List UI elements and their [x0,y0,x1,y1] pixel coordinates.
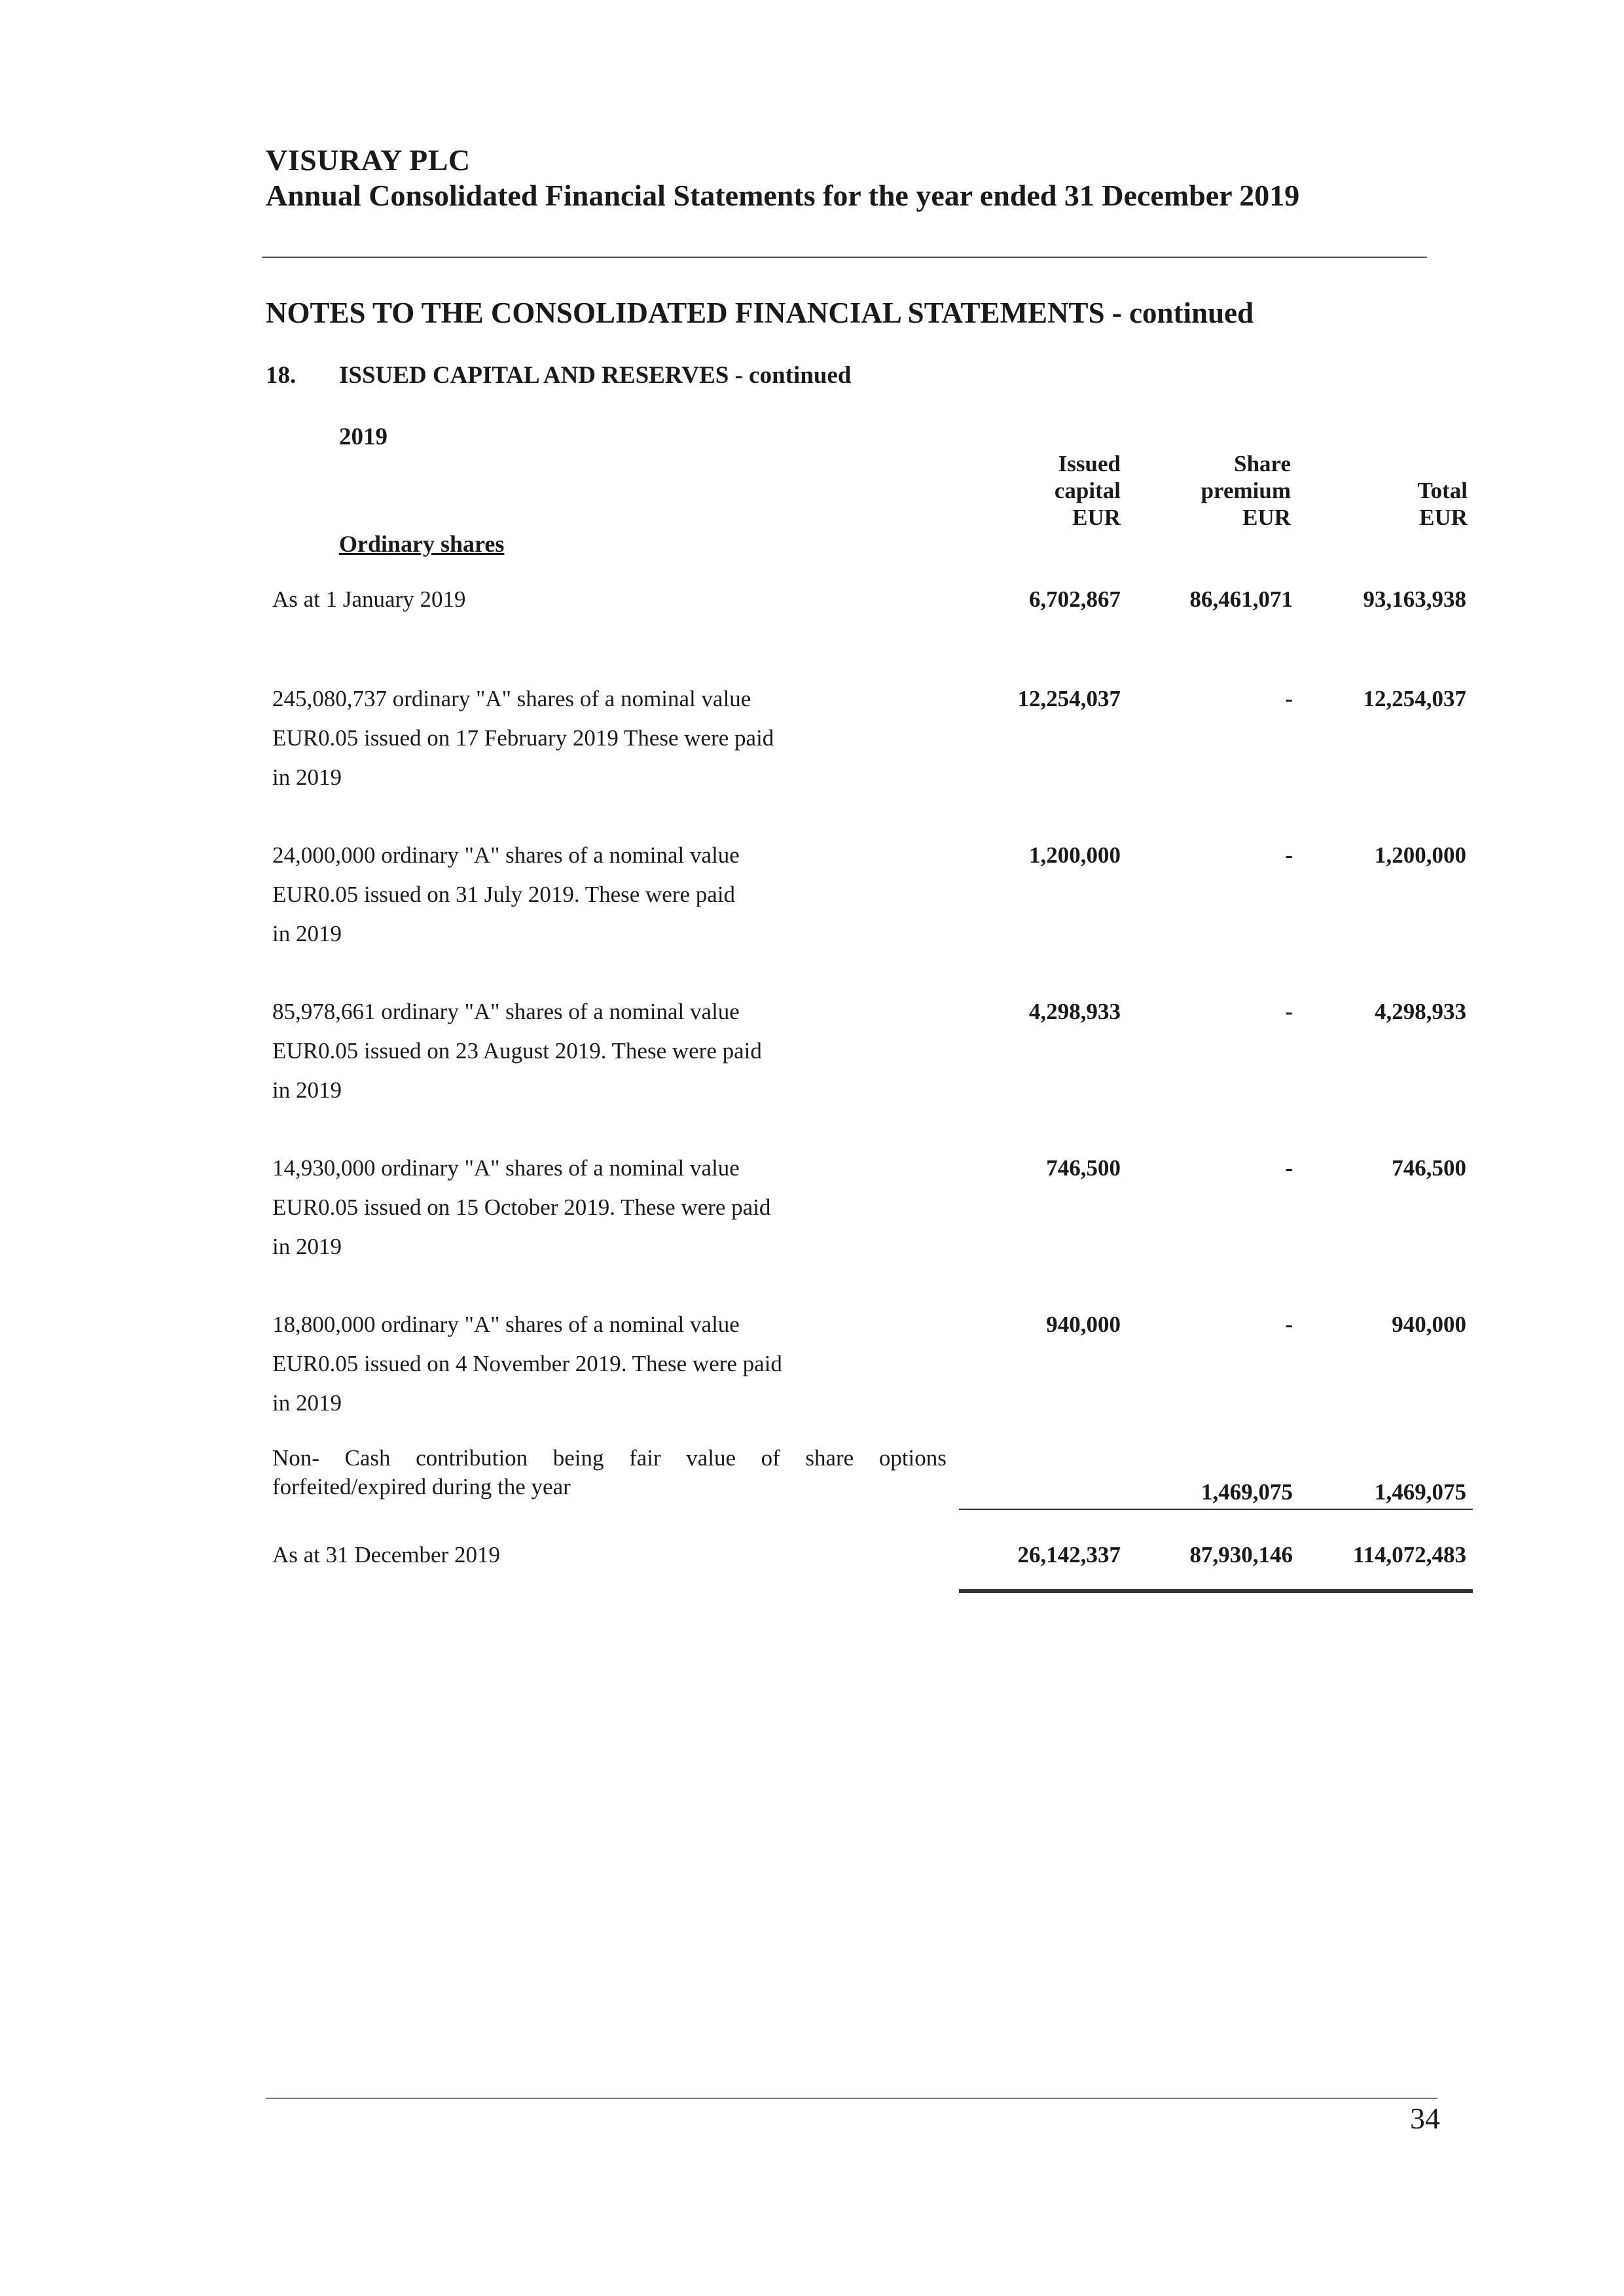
closing-total-value: 114,072,483 [1352,1542,1466,1568]
section-heading: NOTES TO THE CONSOLIDATED FINANCIAL STATEMENTS - continued [266,296,1254,329]
issue-issued-value: 940,000 [1046,1312,1121,1337]
closing-premium-value: 87,930,146 [1189,1542,1293,1568]
column-header-issued-capital: Issued capital EUR [1054,451,1121,530]
noncash-premium-value: 1,469,075 [1201,1479,1293,1505]
issue-total-value: 746,500 [1392,1155,1466,1181]
opening-balance-label: As at 1 January 2019 [272,586,466,612]
opening-total-value: 93,163,938 [1363,586,1466,612]
issue-premium-value: - [1285,999,1293,1024]
issue-description: 14,930,000 ordinary "A" shares of a nominal value EUR0.05 issued on 15 October 2019. These were paid in 2019 [272,1155,771,1259]
issue-premium-value: - [1285,842,1293,868]
closing-issued-value: 26,142,337 [1017,1542,1121,1568]
note-title: ISSUED CAPITAL AND RESERVES - continued [339,362,852,389]
total-double-rule [959,1589,1473,1593]
issue-total-value: 12,254,037 [1363,686,1466,711]
closing-balance-label: As at 31 December 2019 [272,1542,500,1568]
company-name: VISURAY PLC [266,143,471,177]
issue-description: 18,800,000 ordinary "A" shares of a nominal value EUR0.05 issued on 4 November 2019. These were paid in 2019 [272,1312,782,1416]
noncash-total-value: 1,469,075 [1375,1479,1466,1505]
note-number: 18. [266,362,297,389]
page-number: 34 [1410,2102,1440,2135]
year-label: 2019 [339,423,388,450]
footer-divider [266,2098,1437,2099]
document-subtitle: Annual Consolidated Financial Statements for the year ended 31 December 2019 [266,179,1300,212]
column-header-share-premium: Share premium EUR [1200,451,1291,530]
opening-issued-value: 6,702,867 [1029,586,1121,612]
issue-premium-value: - [1285,1312,1293,1337]
issue-total-value: 1,200,000 [1375,842,1466,868]
column-header-total: Total EUR [1417,478,1468,530]
opening-premium-value: 86,461,071 [1189,586,1293,612]
issue-description: 24,000,000 ordinary "A" shares of a nominal value EUR0.05 issued on 31 July 2019. These were paid in 2019 [272,842,740,946]
issue-premium-value: - [1285,1155,1293,1181]
noncash-contribution-description: Non- Cash contribution being fair value of share options forfeited/expired during the year [272,1445,947,1499]
issue-issued-value: 12,254,037 [1017,686,1121,711]
issue-description: 245,080,737 ordinary "A" shares of a nominal value EUR0.05 issued on 17 February 2019 These were paid in 2019 [272,686,774,790]
noncash-line-1: Non- Cash contribution being fair value of share options [272,1445,947,1471]
issue-description: 85,978,661 ordinary "A" shares of a nominal value EUR0.05 issued on 23 August 2019. These were paid in 2019 [272,999,762,1103]
issue-premium-value: - [1285,686,1293,711]
header-divider [262,257,1427,258]
issue-issued-value: 4,298,933 [1029,999,1121,1024]
issue-total-value: 940,000 [1392,1312,1466,1337]
issue-issued-value: 1,200,000 [1029,842,1121,868]
issue-issued-value: 746,500 [1046,1155,1121,1181]
ordinary-shares-label: Ordinary shares [339,531,505,557]
issue-total-value: 4,298,933 [1375,999,1466,1024]
subtotal-rule [959,1509,1473,1510]
